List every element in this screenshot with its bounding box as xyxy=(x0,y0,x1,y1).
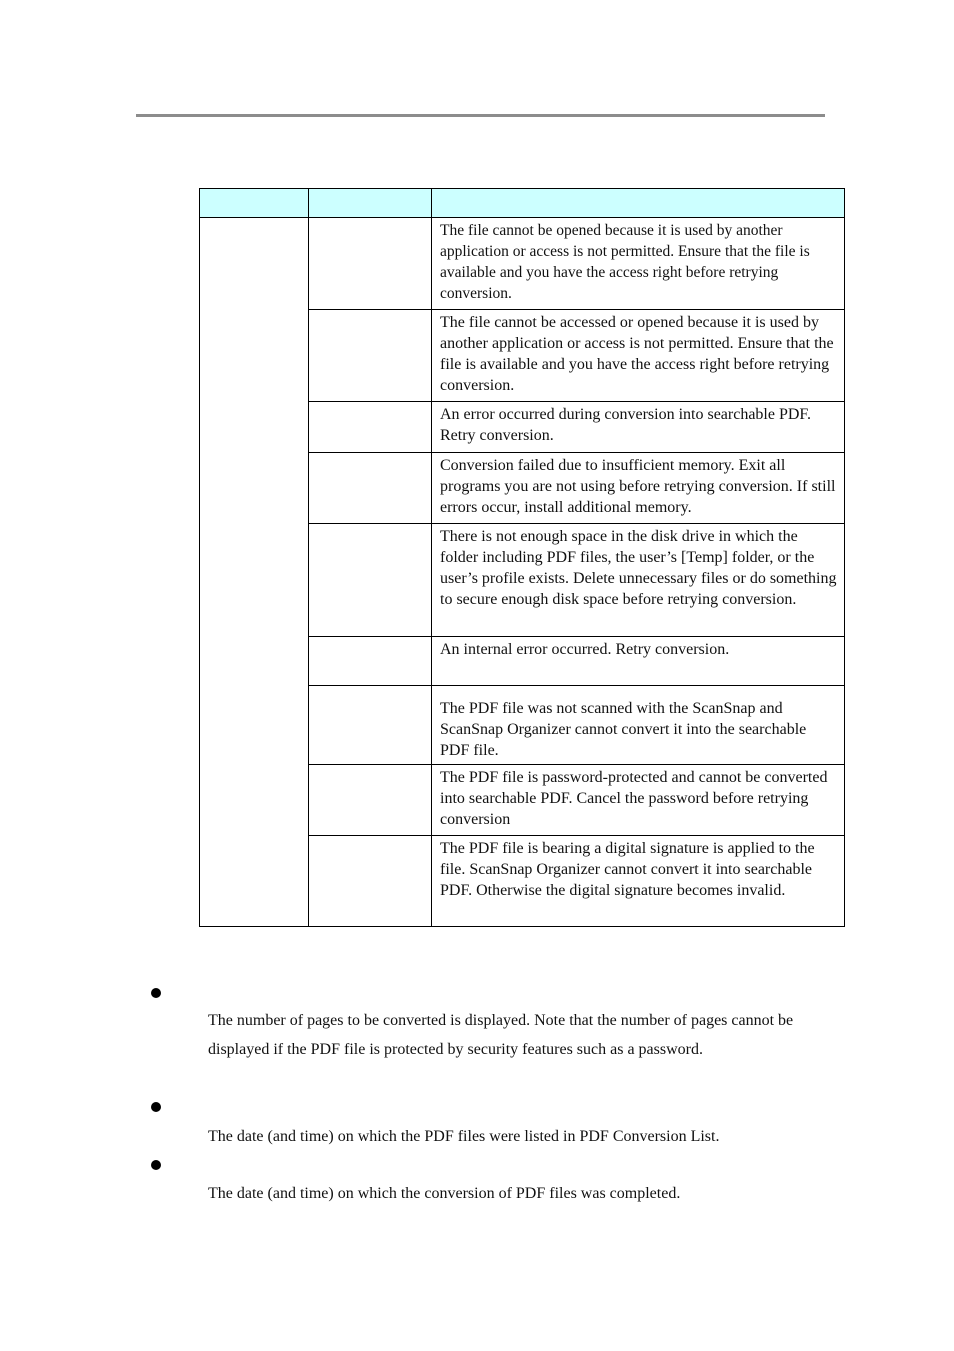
message-cell: The PDF file is password-protected and cannot be converted into searchable PDF. Cancel the password before retrying conversion xyxy=(432,765,845,836)
message-cell: Conversion failed due to insufficient memory. Exit all programs you are not using before retrying conversion. If still errors occur, install additional memory. xyxy=(432,453,845,524)
bullet-icon xyxy=(151,988,161,998)
table-header-cell xyxy=(432,189,845,218)
error-message-table xyxy=(199,188,845,927)
bullet-icon xyxy=(151,1102,161,1112)
code-cell xyxy=(309,402,432,453)
header-rule xyxy=(136,114,825,117)
message-cell: There is not enough space in the disk drive in which the folder including PDF files, the user’s [Temp] folder, or the user’s profile exists. Delete unnecessary files or do something to secure enough disk space before retrying conversion. xyxy=(432,524,845,637)
code-cell xyxy=(309,524,432,637)
table-row xyxy=(200,218,845,310)
message-cell: The PDF file was not scanned with the ScanSnap and ScanSnap Organizer cannot convert it into the searchable PDF file. xyxy=(432,686,845,765)
code-cell xyxy=(309,218,432,310)
code-cell xyxy=(309,836,432,927)
bullet-description: The number of pages to be converted is displayed. Note that the number of pages cannot be displayed if the PDF file is protected by security features such as a password. xyxy=(208,1012,794,1058)
code-cell xyxy=(309,765,432,836)
message-cell: An error occurred during conversion into searchable PDF. Retry conversion. xyxy=(432,402,845,453)
table-header-cell xyxy=(200,189,309,218)
group-cell xyxy=(200,218,309,927)
bullet-description: The date (and time) on which the conversion of PDF files was completed. xyxy=(208,1185,681,1202)
message-cell: The file cannot be opened because it is used by another application or access is not permitted. Ensure that the file is available and you have the access right before retrying conversion. xyxy=(432,218,845,310)
code-cell xyxy=(309,686,432,765)
bullet-description: The date (and time) on which the PDF files were listed in PDF Conversion List. xyxy=(208,1128,720,1145)
message-cell: The file cannot be accessed or opened because it is used by another application or access is not permitted. Ensure that the file is available and you have the access right before retrying conversion. xyxy=(432,310,845,402)
bullet-icon xyxy=(151,1160,161,1170)
code-cell xyxy=(309,637,432,686)
code-cell xyxy=(309,310,432,402)
message-cell: The PDF file is bearing a digital signature is applied to the file. ScanSnap Organizer cannot convert it into searchable PDF. Otherwise the digital signature becomes invalid. xyxy=(432,836,845,927)
code-cell xyxy=(309,453,432,524)
message-cell: An internal error occurred. Retry conversion. xyxy=(432,637,845,686)
table-header-row xyxy=(200,189,845,218)
table-header-cell xyxy=(309,189,432,218)
